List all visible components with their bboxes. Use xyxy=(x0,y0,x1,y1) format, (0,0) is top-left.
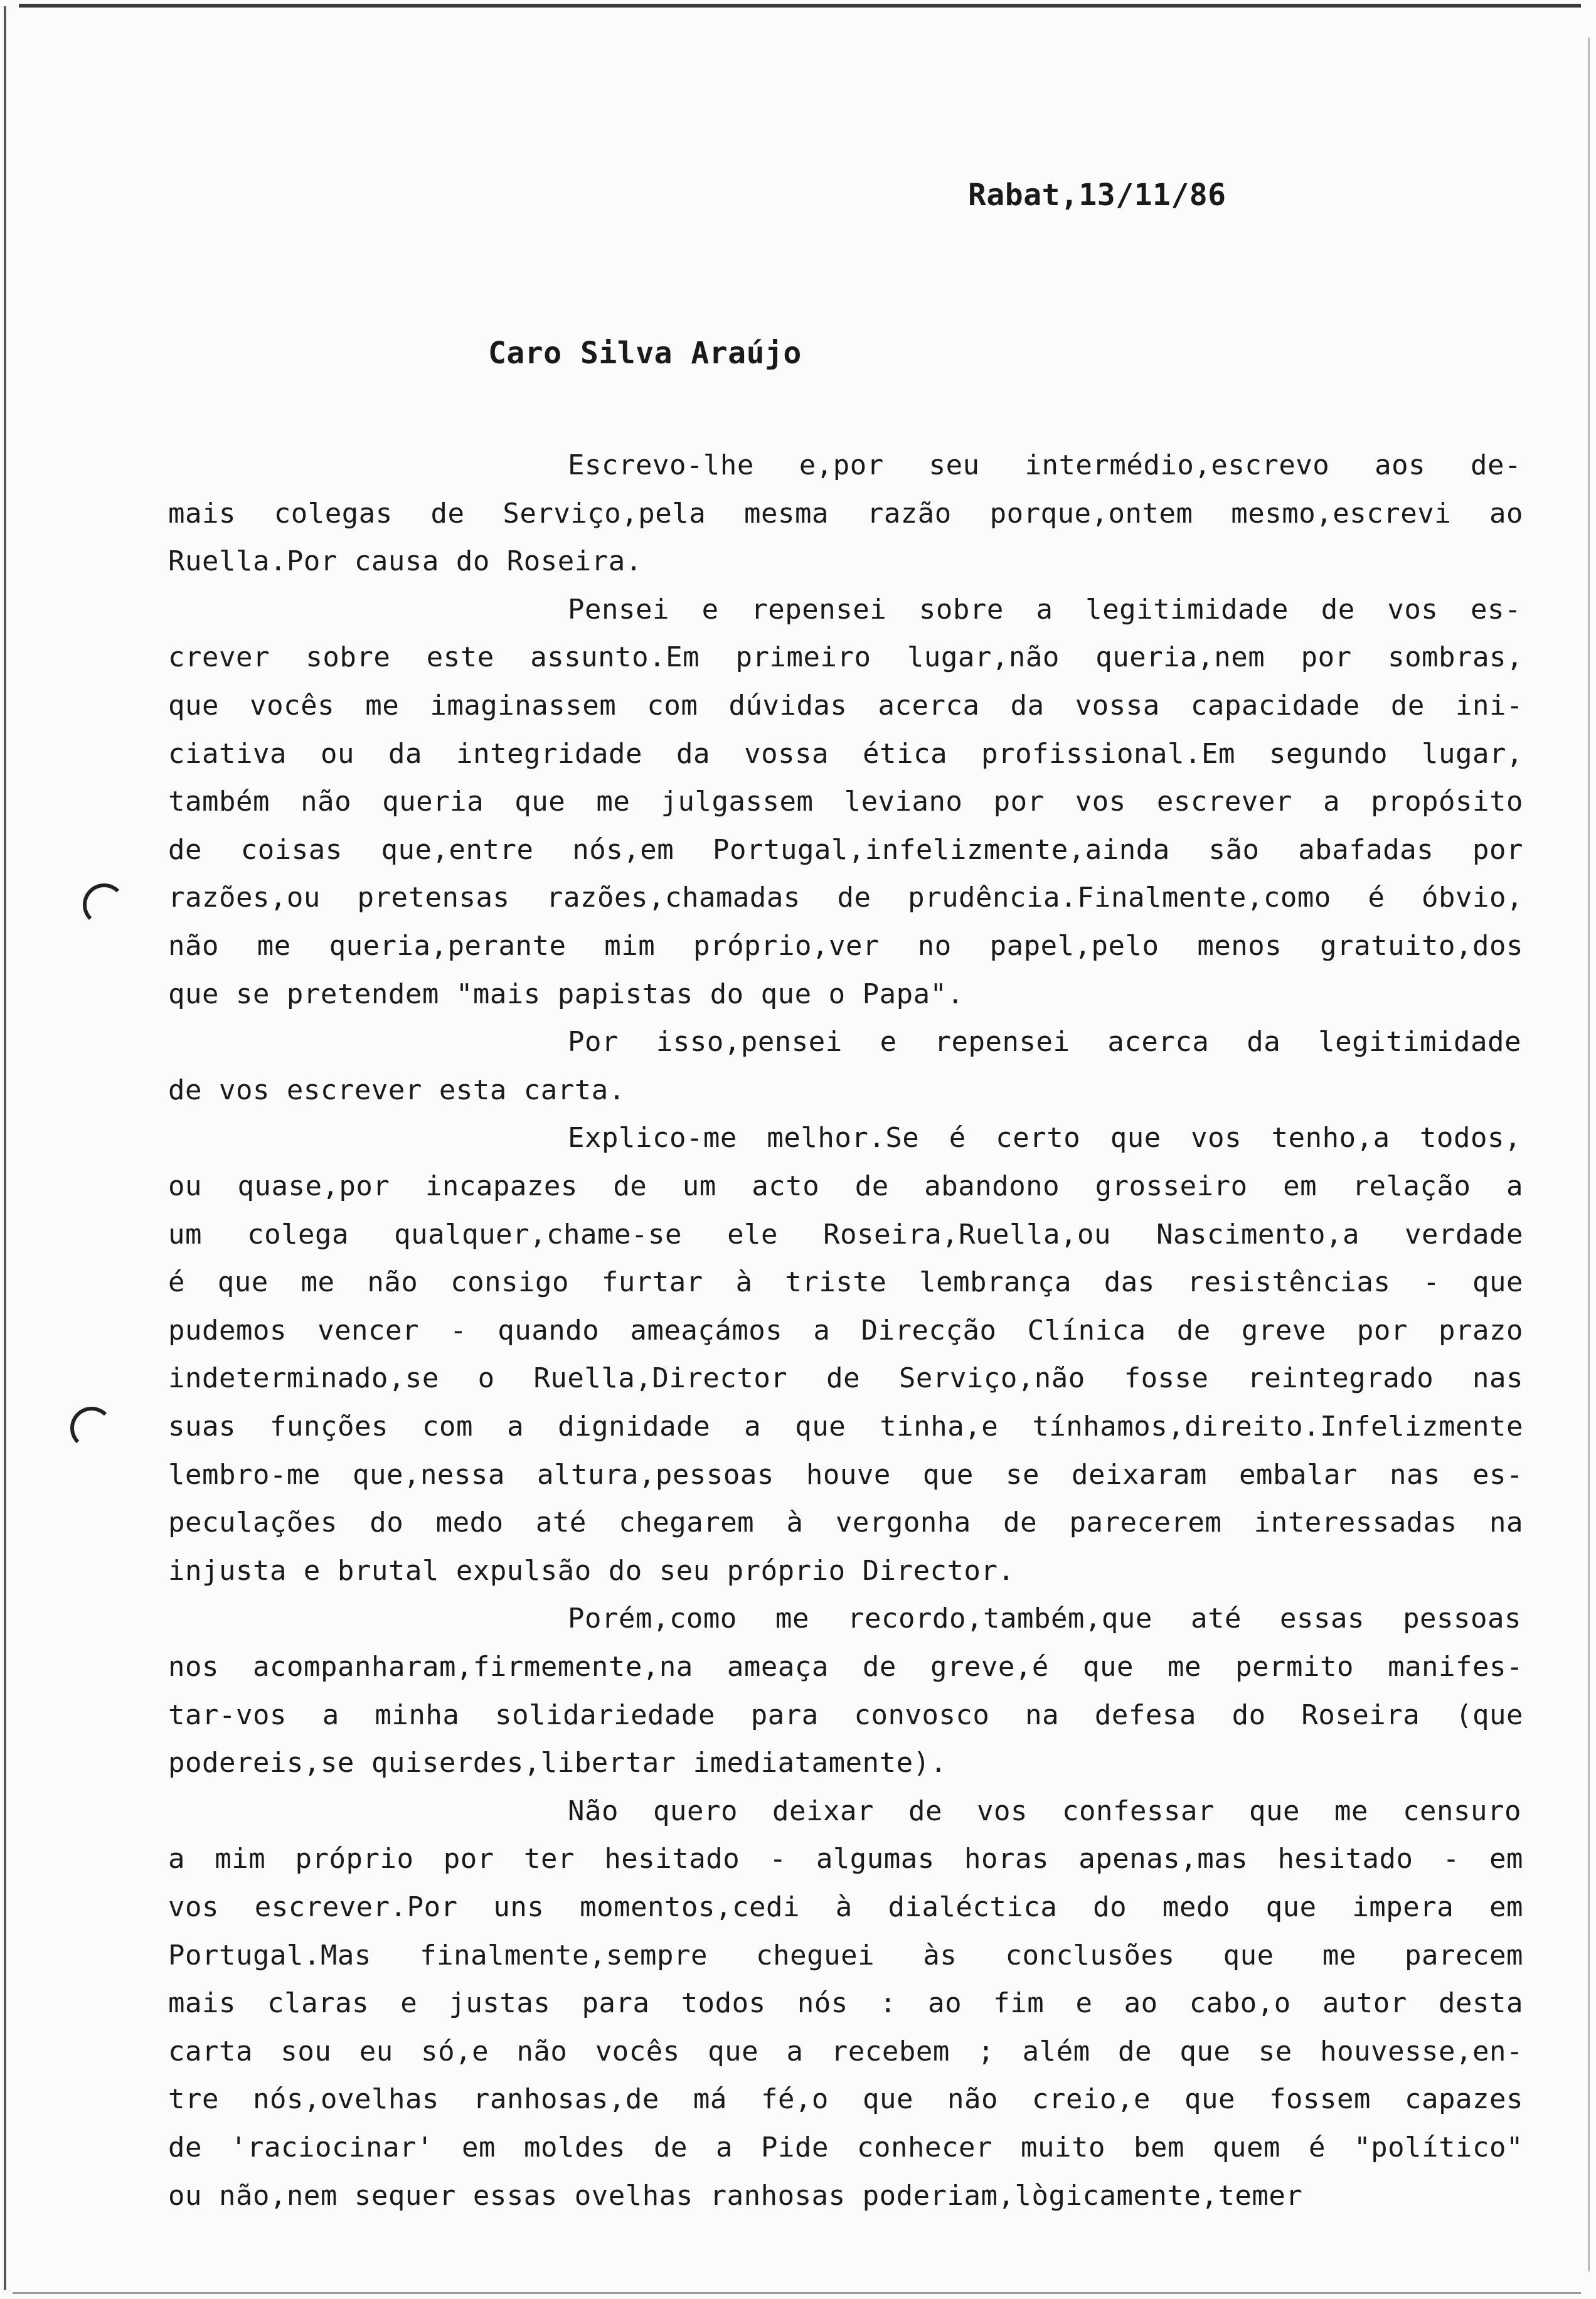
letter-line: Escrevo-lhe e,por seu intermédio,escrevo aos de- xyxy=(568,449,1521,481)
letter-line: crever sobre este assunto.Em primeiro lugar,não queria,nem por sombras, xyxy=(168,641,1523,673)
letter-line: um colega qualquer,chame-se ele Roseira,Ruella,ou Nascimento,a verdade xyxy=(168,1219,1523,1251)
letter-line: Ruella.Por causa do Roseira. xyxy=(168,545,642,577)
letter-line: não me queria,perante mim próprio,ver no papel,pelo menos gratuito,dos xyxy=(168,930,1523,962)
letter-line: pudemos vencer - quando ameaçámos a Direcção Clínica de greve por prazo xyxy=(168,1315,1523,1347)
letter-line: vos escrever.Por uns momentos,cedi à dialéctica do medo que impera em xyxy=(168,1891,1523,1923)
letter-line: nos acompanharam,firmemente,na ameaça de greve,é que me permito manifes- xyxy=(168,1651,1523,1683)
letter-line: tar-vos a minha solidariedade para convosco na defesa do Roseira (que xyxy=(168,1699,1523,1731)
letter-line: suas funções com a dignidade a que tinha,e tínhamos,direito.Infelizmente xyxy=(168,1411,1523,1443)
letter-line: ciativa ou da integridade da vossa ética profissional.Em segundo lugar, xyxy=(168,738,1523,770)
letter-line: peculações do medo até chegarem à vergonha de parecerem interessadas na xyxy=(168,1507,1523,1539)
letter-line: Portugal.Mas finalmente,sempre cheguei às conclusões que me parecem xyxy=(168,1939,1523,1971)
place-date: Rabat,13/11/86 xyxy=(968,178,1226,213)
letter-line: carta sou eu só,e não vocês que a recebem ; além de que se houvesse,en- xyxy=(168,2035,1523,2067)
letter-line: ou quase,por incapazes de um acto de abandono grosseiro em relação a xyxy=(168,1170,1523,1202)
letter-line: de coisas que,entre nós,em Portugal,infelizmente,ainda são abafadas por xyxy=(168,834,1523,866)
letter-line: de vos escrever esta carta. xyxy=(168,1074,625,1106)
letter-line: podereis,se quiserdes,libertar imediatamente). xyxy=(168,1747,947,1779)
letter-line: ou não,nem sequer essas ovelhas ranhosas poderiam,lògicamente,temer xyxy=(168,2180,1303,2212)
salutation: Caro Silva Araújo xyxy=(488,336,802,371)
letter-line: Pensei e repensei sobre a legitimidade de vos es- xyxy=(568,594,1521,626)
letter-line: de 'raciocinar' em moldes de a Pide conhecer muito bem quem é "político" xyxy=(168,2131,1523,2163)
letter-line: Por isso,pensei e repensei acerca da legitimidade xyxy=(568,1026,1521,1058)
letter-line: Porém,como me recordo,também,que até essas pessoas xyxy=(568,1603,1521,1635)
letter-line: Explico-me melhor.Se é certo que vos tenho,a todos, xyxy=(568,1122,1521,1154)
letter-line: mais colegas de Serviço,pela mesma razão porque,ontem mesmo,escrevi ao xyxy=(168,498,1523,530)
letter-line: é que me não consigo furtar à triste lembrança das resistências - que xyxy=(168,1266,1523,1298)
letter-line: indeterminado,se o Ruella,Director de Serviço,não fosse reintegrado nas xyxy=(168,1362,1523,1394)
letter-line: também não queria que me julgassem leviano por vos escrever a propósito xyxy=(168,786,1523,818)
letter-line: que se pretendem "mais papistas do que o Papa". xyxy=(168,978,964,1010)
letter-line: tre nós,ovelhas ranhosas,de má fé,o que não creio,e que fossem capazes xyxy=(168,2083,1523,2115)
letter-line: injusta e brutal expulsão do seu próprio Director. xyxy=(168,1555,1015,1587)
letter-line: razões,ou pretensas razões,chamadas de prudência.Finalmente,como é óbvio, xyxy=(168,882,1523,914)
letter-line: lembro-me que,nessa altura,pessoas houve que se deixaram embalar nas es- xyxy=(168,1459,1523,1491)
letter-line: Não quero deixar de vos confessar que me censuro xyxy=(568,1795,1521,1827)
letter-line: mais claras e justas para todos nós : ao fim e ao cabo,o autor desta xyxy=(168,1987,1523,2019)
letter-line: que vocês me imaginassem com dúvidas acerca da vossa capacidade de ini- xyxy=(168,690,1523,722)
letter-line: a mim próprio por ter hesitado - algumas horas apenas,mas hesitado - em xyxy=(168,1843,1523,1875)
